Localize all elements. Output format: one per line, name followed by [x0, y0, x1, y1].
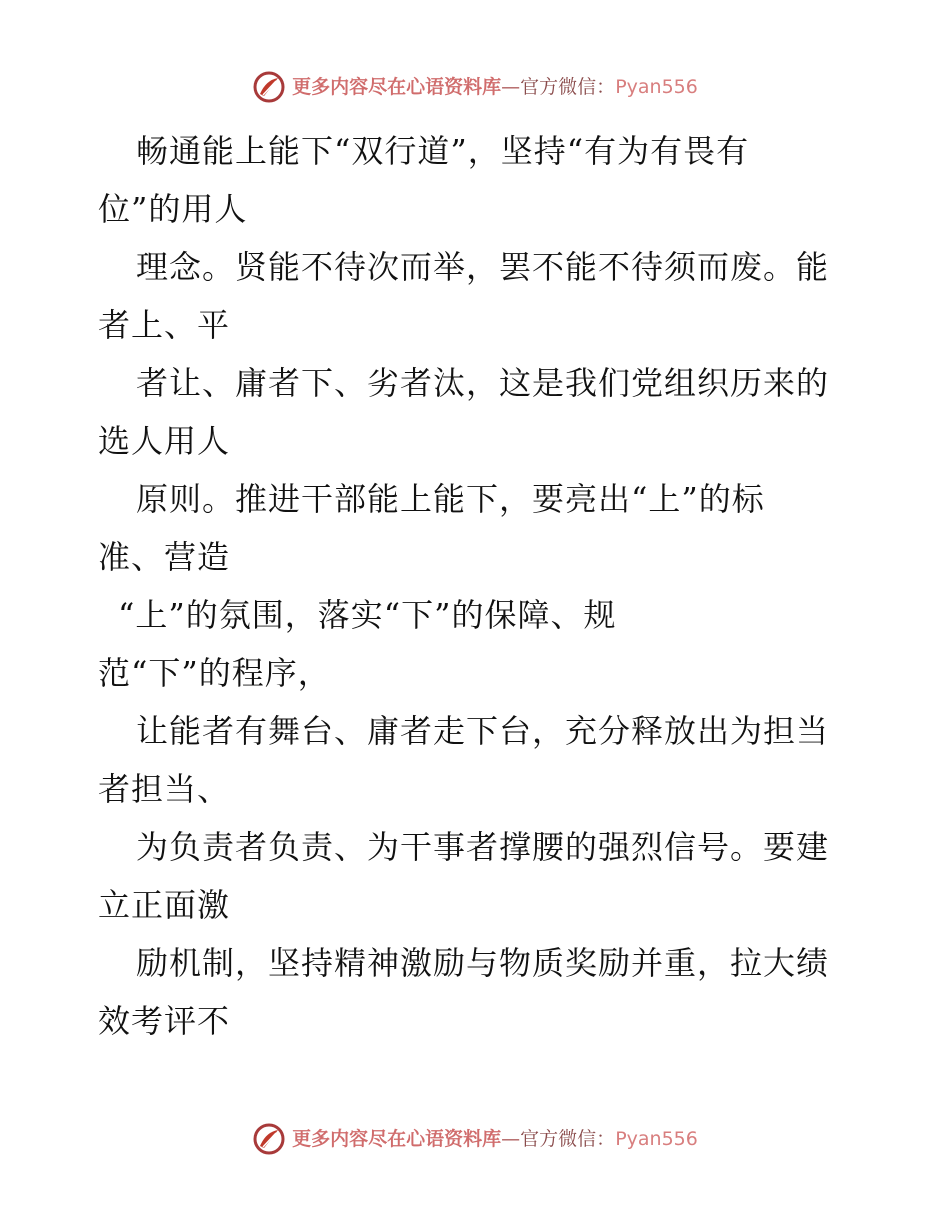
text-line: 范“下”的程序，: [98, 654, 331, 692]
text-line: 立正面激: [98, 886, 231, 924]
text-line: 为负责者负责、为干事者撑腰的强烈信号。要建: [136, 828, 830, 866]
text-line: 选人用人: [98, 422, 231, 460]
footer-banner: [0, 1122, 950, 1156]
text-line: 理念。贤能不待次而举，罢不能不待须而废。能: [136, 248, 830, 286]
header-wechat-label: 官方微信：: [520, 76, 616, 98]
footer-wechat-label: 官方微信：: [520, 1128, 616, 1150]
text-line: 位”的用人: [98, 190, 248, 228]
text-line: 让能者有舞台、庸者走下台，充分释放出为担当: [136, 712, 830, 750]
logo-icon: [252, 70, 286, 104]
text-line: 者让、庸者下、劣者汰，这是我们党组织历来的: [136, 364, 830, 402]
header-banner: [0, 70, 950, 104]
footer-brand: 更多内容尽在心语资料库: [292, 1128, 502, 1150]
text-line: 原则。推进干部能上能下，要亮出“上”的标: [136, 480, 765, 518]
logo-icon: [252, 1122, 286, 1156]
footer-text: [292, 1122, 698, 1156]
document-body: [98, 122, 858, 1050]
footer-dash: —: [501, 1128, 521, 1150]
text-line: 励机制，坚持精神激励与物质奖励并重，拉大绩: [136, 944, 830, 982]
text-line: 准、营造: [98, 538, 231, 576]
header-text: [292, 70, 698, 104]
header-wechat-account: Pyan556: [615, 76, 698, 98]
text-line: 者上、平: [98, 306, 231, 344]
header-dash: —: [501, 76, 521, 98]
text-line: 者担当、: [98, 770, 231, 808]
text-line: 畅通能上能下“双行道”，坚持“有为有畏有: [136, 132, 750, 170]
text-line: 效考评不: [98, 1002, 231, 1040]
footer-wechat-account: Pyan556: [615, 1128, 698, 1150]
text-line: “上”的氛围，落实“下”的保障、规: [118, 596, 617, 634]
header-brand: 更多内容尽在心语资料库: [292, 76, 502, 98]
